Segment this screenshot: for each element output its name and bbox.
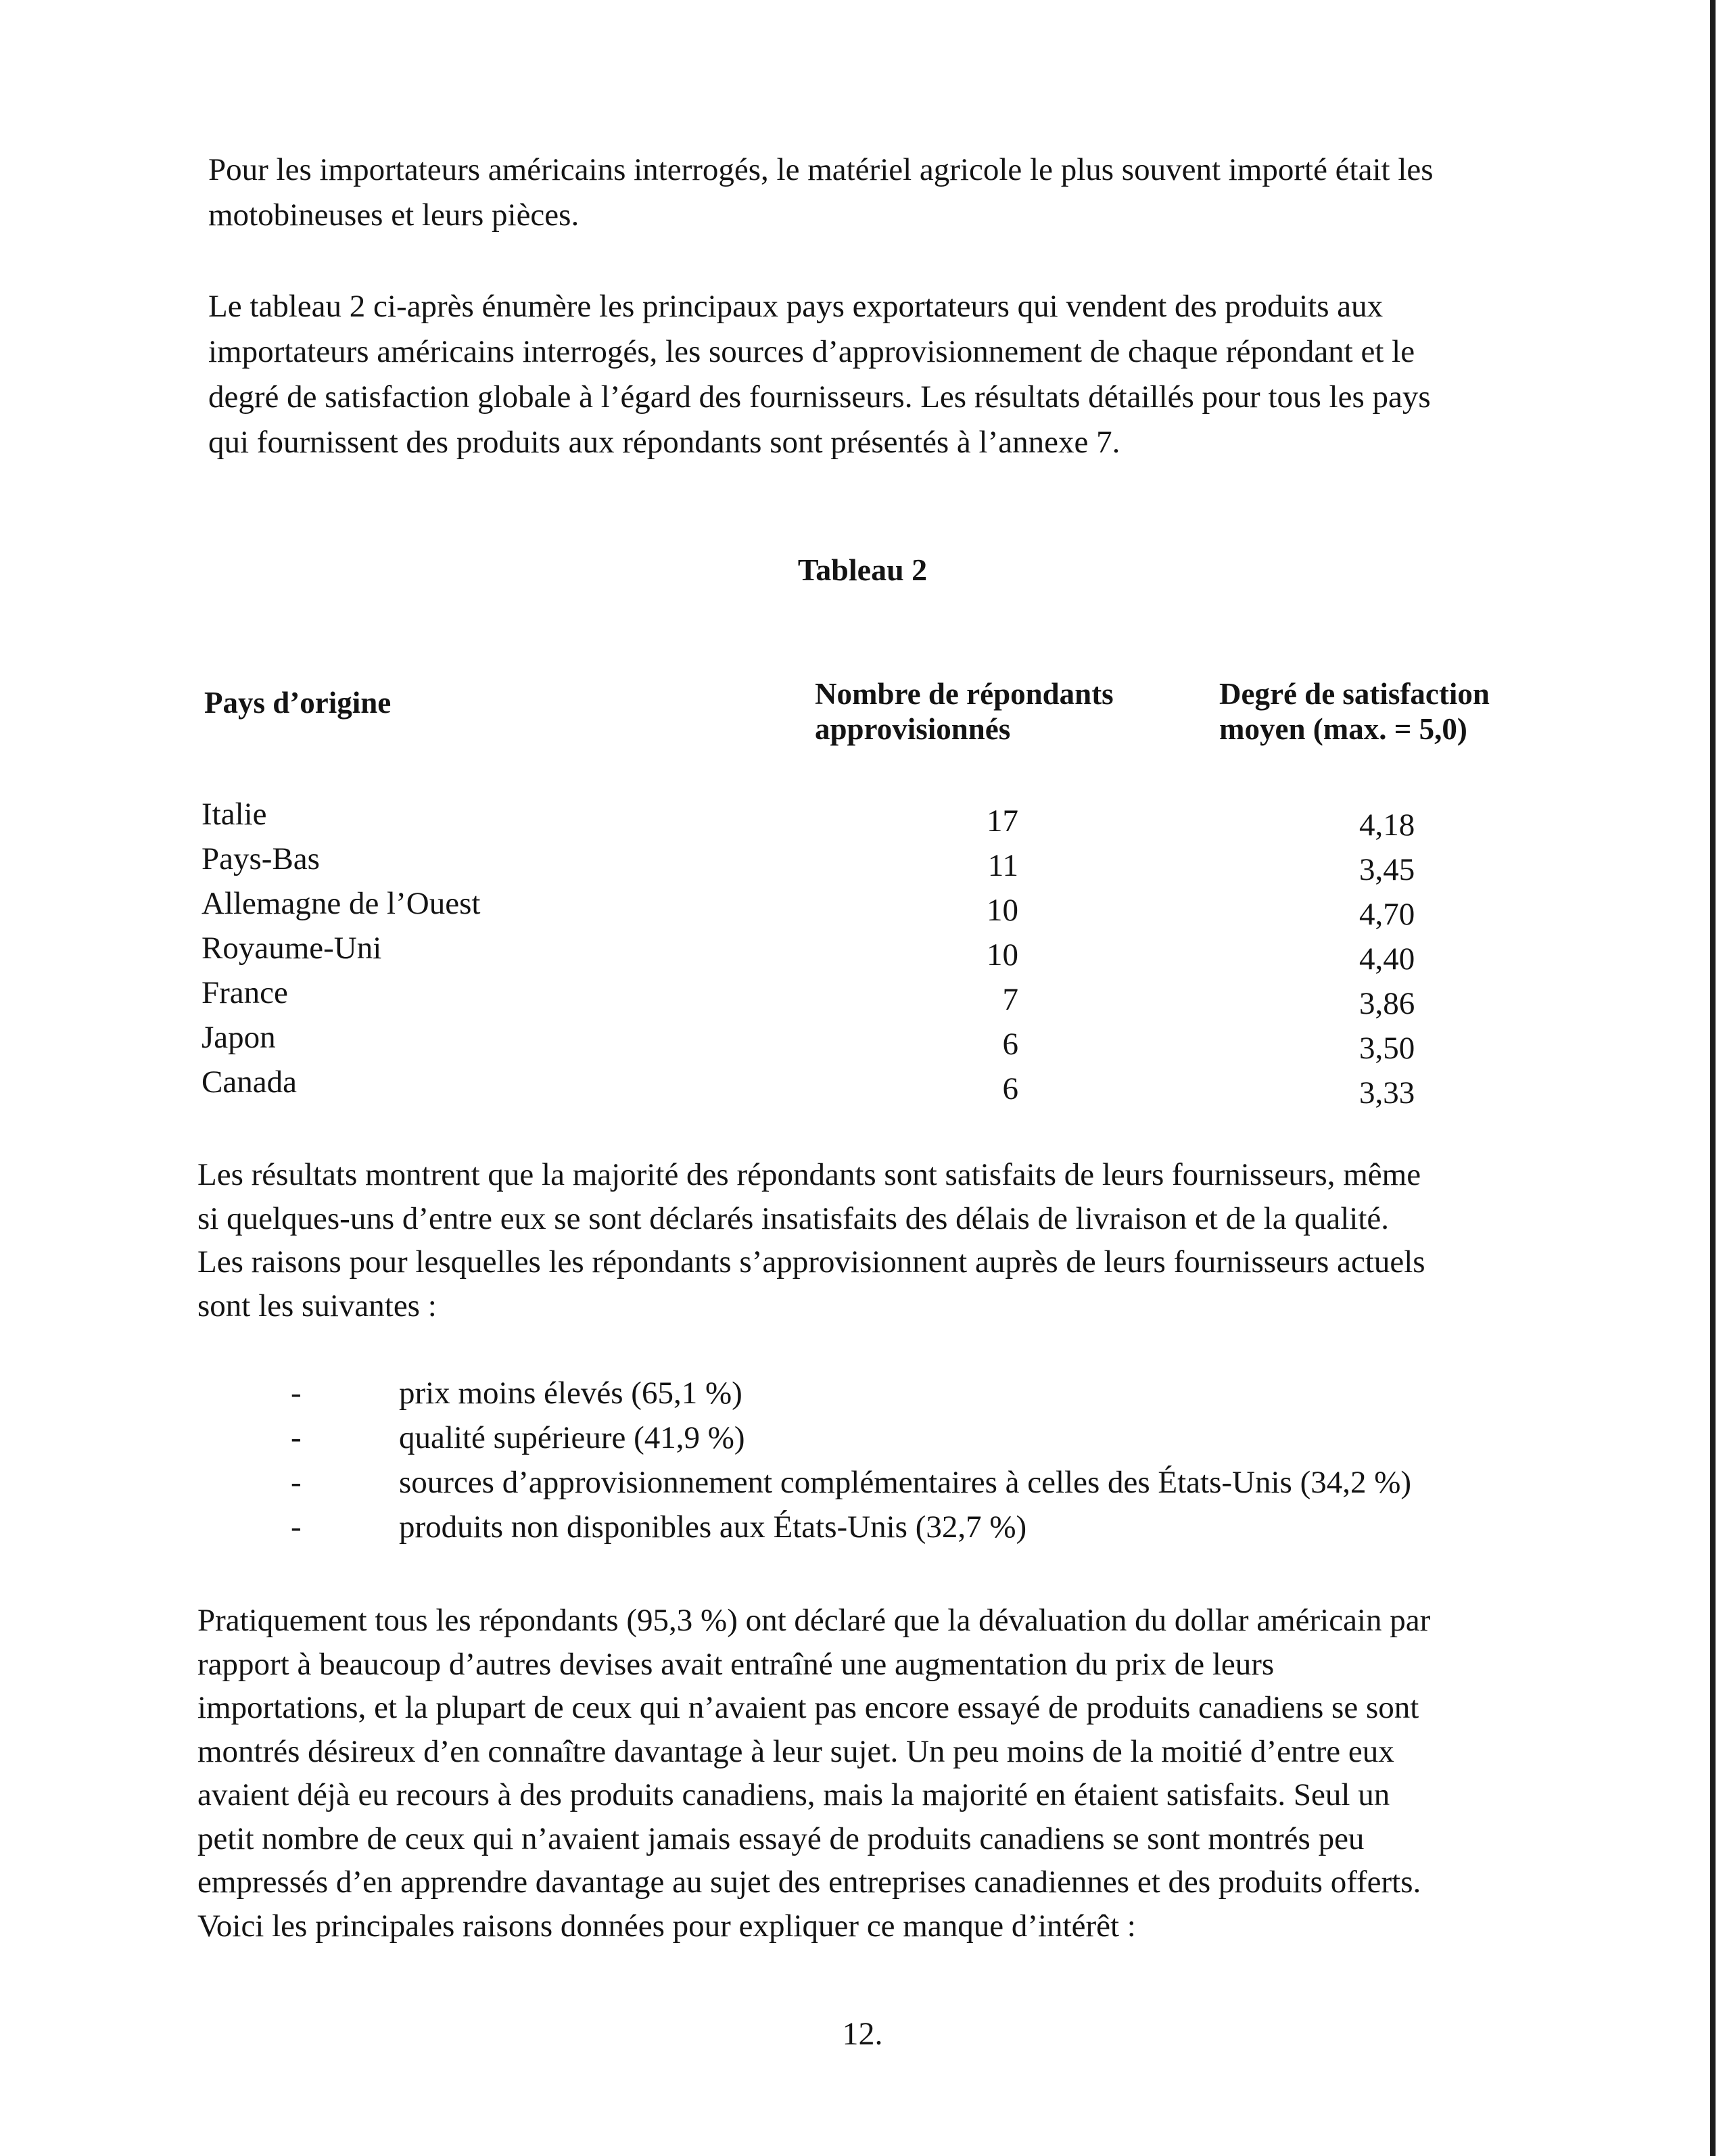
cell-country: France bbox=[202, 975, 288, 1010]
text-line: Les raisons pour lesquelles les répondants s’approvisionnent auprès de leurs fournisseurs actuels bbox=[197, 1244, 1425, 1280]
header-label: approvisionnés bbox=[815, 712, 1011, 746]
dash-marker: - bbox=[291, 1509, 302, 1545]
header-satisfaction bbox=[1219, 676, 1490, 747]
dash-marker: - bbox=[291, 1465, 302, 1500]
cell-satisfaction: 4,40 bbox=[1359, 941, 1415, 977]
text-line: empressés d’en apprendre davantage au sujet des entreprises canadiennes et des produits offerts. bbox=[197, 1865, 1421, 1900]
cell-count: 10 bbox=[987, 937, 1018, 972]
cell-country: Pays-Bas bbox=[202, 841, 320, 876]
cell-count: 10 bbox=[987, 893, 1018, 928]
list-item bbox=[291, 1375, 1542, 1420]
list-item-text: sources d’approvisionnement complémentaires à celles des États-Unis (34,2 %) bbox=[399, 1465, 1412, 1500]
text-line: motobineuses et leurs pièces. bbox=[208, 197, 580, 233]
paragraph-table-intro bbox=[208, 284, 1534, 465]
paragraph-devaluation bbox=[197, 1599, 1523, 1948]
text-line: petit nombre de ceux qui n’avaient jamais essayé de produits canadiens se sont montrés peu bbox=[197, 1821, 1365, 1856]
cell-satisfaction: 3,86 bbox=[1359, 986, 1415, 1021]
header-respondent-count bbox=[815, 676, 1114, 747]
text-line: importateurs américains interrogés, les sources d’approvisionnement de chaque répondant et le bbox=[208, 334, 1415, 369]
text-line: Pour les importateurs américains interrogés, le matériel agricole le plus souvent importé était les bbox=[208, 152, 1434, 187]
text-line: Voici les principales raisons données pour expliquer ce manque d’intérêt : bbox=[197, 1908, 1136, 1944]
header-label: Pays d’origine bbox=[204, 686, 392, 720]
text-line: si quelques-uns d’entre eux se sont déclarés insatisfaits des délais de livraison et de la qualité. bbox=[197, 1200, 1389, 1236]
cell-count: 6 bbox=[1002, 1027, 1018, 1062]
list-item bbox=[291, 1420, 1542, 1464]
cell-country: Royaume-Uni bbox=[202, 931, 382, 966]
text-line: sont les suivantes : bbox=[197, 1288, 437, 1323]
paragraph-results bbox=[197, 1153, 1523, 1328]
cell-country: Italie bbox=[202, 797, 267, 832]
dash-marker: - bbox=[291, 1376, 302, 1411]
reasons-list bbox=[291, 1375, 1542, 1553]
table-row bbox=[0, 796, 1725, 841]
cell-satisfaction: 4,70 bbox=[1359, 897, 1415, 932]
header-label: Degré de satisfaction bbox=[1219, 677, 1490, 711]
cell-count: 17 bbox=[987, 803, 1018, 839]
cell-satisfaction: 3,33 bbox=[1359, 1075, 1415, 1110]
text-line: avaient déjà eu recours à des produits canadiens, mais la majorité en étaient satisfaits. Seul un bbox=[197, 1777, 1390, 1812]
cell-count: 7 bbox=[1002, 982, 1018, 1017]
table-row bbox=[0, 975, 1725, 1019]
header-label: moyen (max. = 5,0) bbox=[1219, 712, 1467, 746]
table-row bbox=[0, 841, 1725, 885]
table-title: Tableau 2 bbox=[797, 553, 928, 587]
table-row bbox=[0, 930, 1725, 975]
paragraph-intro bbox=[208, 147, 1534, 238]
table-row bbox=[0, 885, 1725, 930]
text-line: qui fournissent des produits aux répondants sont présentés à l’annexe 7. bbox=[208, 425, 1120, 460]
table-row bbox=[0, 1019, 1725, 1064]
header-label: Nombre de répondants bbox=[815, 677, 1114, 711]
list-item-text: qualité supérieure (41,9 %) bbox=[399, 1420, 745, 1455]
list-item bbox=[291, 1464, 1542, 1509]
cell-satisfaction: 3,45 bbox=[1359, 852, 1415, 887]
cell-country: Canada bbox=[202, 1064, 297, 1100]
header-country bbox=[204, 685, 391, 720]
dash-marker: - bbox=[291, 1420, 302, 1455]
text-line: Pratiquement tous les répondants (95,3 %) ont déclaré que la dévaluation du dollar américain par bbox=[197, 1603, 1431, 1638]
cell-satisfaction: 4,18 bbox=[1359, 807, 1415, 843]
text-line: Les résultats montrent que la majorité des répondants sont satisfaits de leurs fournisseurs, même bbox=[197, 1157, 1421, 1192]
text-line: montrés désireux d’en connaître davantage à leur sujet. Un peu moins de la moitié d’entre eux bbox=[197, 1733, 1394, 1769]
cell-count: 6 bbox=[1002, 1071, 1018, 1106]
text-line: degré de satisfaction globale à l’égard des fournisseurs. Les résultats détaillés pour tous les pays bbox=[208, 379, 1431, 415]
list-item bbox=[291, 1509, 1542, 1553]
list-item-text: prix moins élevés (65,1 %) bbox=[399, 1376, 742, 1411]
cell-satisfaction: 3,50 bbox=[1359, 1031, 1415, 1066]
page-number: 12. bbox=[842, 2016, 883, 2052]
list-item-text: produits non disponibles aux États-Unis (32,7 %) bbox=[399, 1509, 1027, 1545]
text-line: rapport à beaucoup d’autres devises avait entraîné une augmentation du prix de leurs bbox=[197, 1646, 1275, 1682]
cell-country: Japon bbox=[202, 1020, 276, 1055]
cell-country: Allemagne de l’Ouest bbox=[202, 886, 481, 921]
table-row bbox=[0, 1064, 1725, 1108]
cell-count: 11 bbox=[987, 848, 1018, 883]
text-line: Le tableau 2 ci-après énumère les principaux pays exportateurs qui vendent des produits aux bbox=[208, 289, 1384, 324]
table-body bbox=[0, 796, 1725, 1108]
text-line: importations, et la plupart de ceux qui n’avaient pas encore essayé de produits canadiens se sont bbox=[197, 1690, 1419, 1725]
